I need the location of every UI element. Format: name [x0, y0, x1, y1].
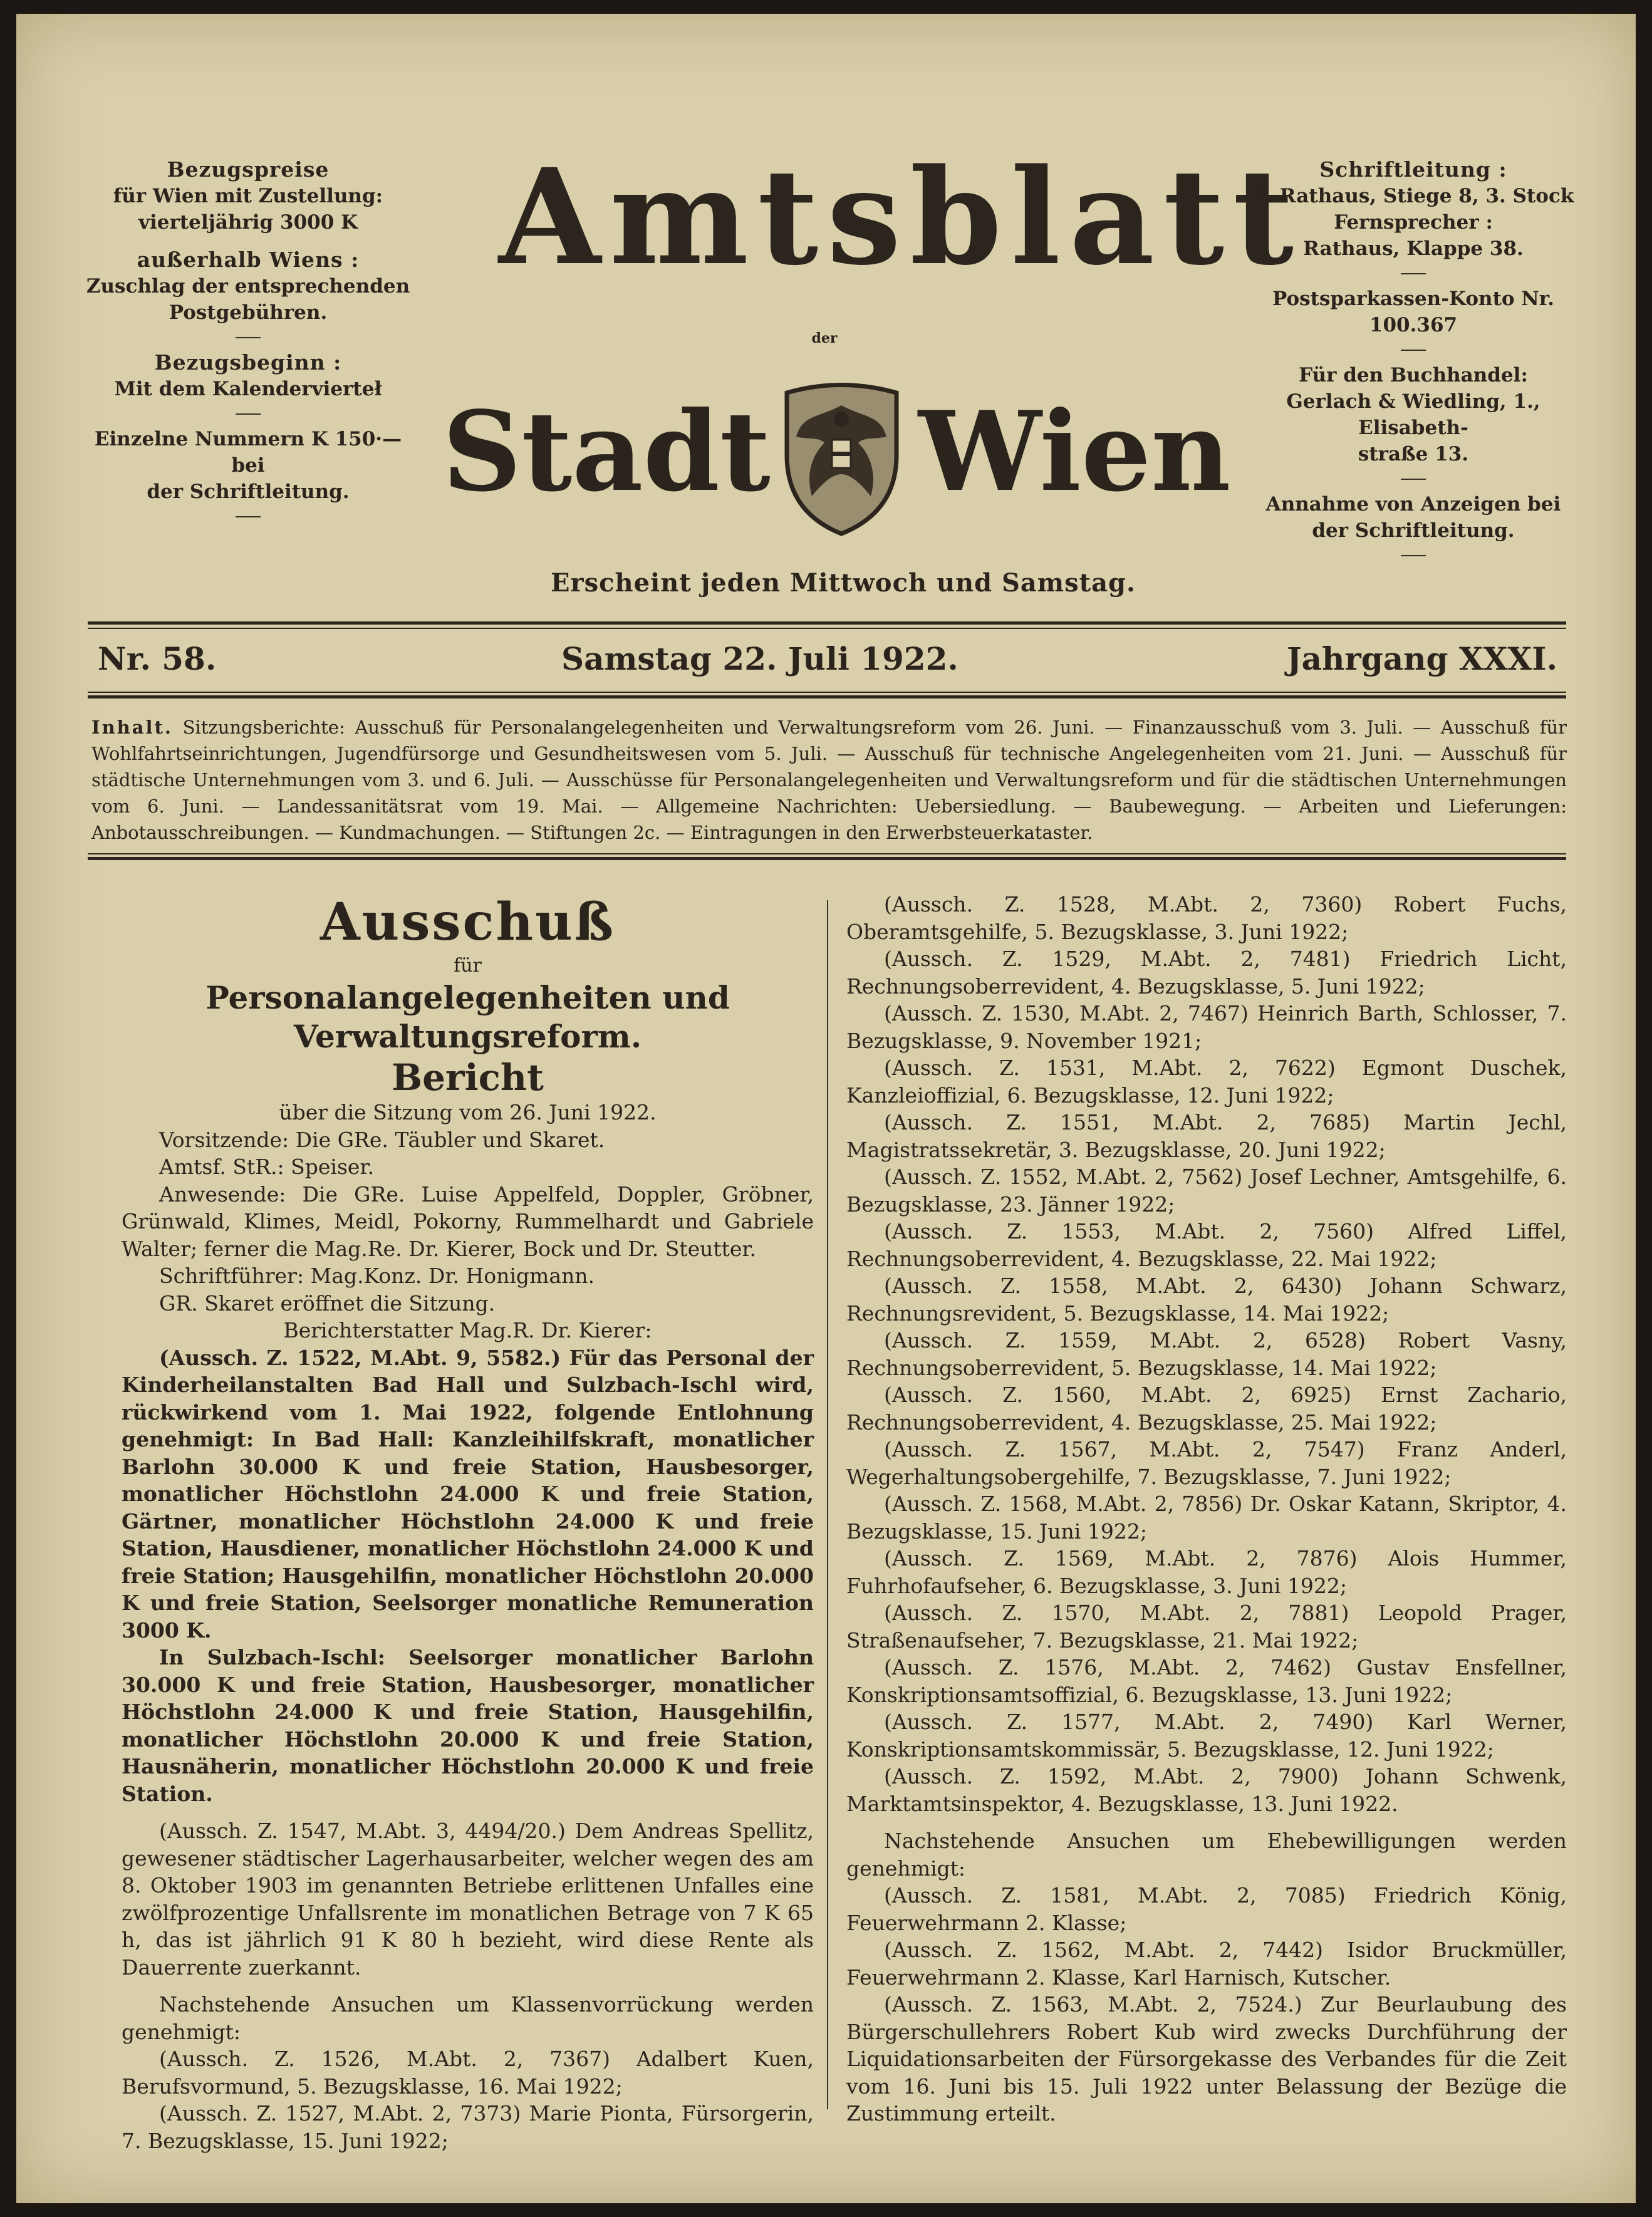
paragraph: Nachstehende Ansuchen um Ehebewilligungen werden genehmigt:: [846, 1829, 1567, 1881]
editorial-info: [1238, 157, 1589, 568]
chair: Vorsitzende: Die GRe. Täubler und Skaret.: [159, 1127, 605, 1152]
subscription-line: Mit dem Kalendervierteł: [114, 378, 382, 400]
short-divider: [1401, 555, 1426, 556]
issue-rule: [88, 695, 1566, 698]
header-rule: [88, 621, 1566, 625]
header-rule-thin: [88, 628, 1566, 629]
paragraph: (Aussch. Z. 1527, M.Abt. 2, 7373) Marie Pionta, Fürsorgerin, 7. Bezugsklasse, 15. Juni 1922;: [122, 2101, 814, 2153]
editorial-line: Annahme von Anzeigen bei: [1265, 493, 1561, 516]
list-item: (Aussch. Z. 1529, M.Abt. 2, 7481) Friedrich Licht, Rechnungsoberrevident, 4. Bezugsklasse, 5. Juni 1922;: [846, 947, 1567, 999]
editorial-line: Fernsprecher :: [1334, 211, 1493, 234]
toc-rule-thin: [88, 853, 1566, 854]
list-item: (Aussch. Z. 1551, M.Abt. 2, 7685) Martin Jechl, Magistratssekretär, 3. Bezugsklasse, 20. Juni 1922;: [846, 1110, 1567, 1162]
editorial-heading: Schriftleitung :: [1319, 157, 1507, 182]
editorial-line: Gerlach & Wiedling, 1., Elisabeth-: [1286, 390, 1540, 439]
list-item: (Aussch. Z. 1530, M.Abt. 2, 7467) Heinrich Barth, Schlosser, 7. Bezugsklasse, 9. November 1921;: [846, 1001, 1567, 1053]
column-divider: [827, 900, 828, 2109]
toc-text: Sitzungsberichte: Ausschuß für Personalangelegenheiten und Verwaltungsreform vom 26. Juni. — Finanzausschuß vom 3. Juli. — Ausschuß für Wohlfahrtseinrichtungen, Jugendfürsorge und Gesundheitswesen vom 5. Juli. — Ausschuß für technische Angelegenheiten vom 21. Juni. — Ausschuß für städtische Unternehmungen vom 3. und 6. Juli. — Ausschüsse für Personalangelegenheiten und Verwaltungsreform und für die städtischen Unternehmungen vom 6. Juni. — Landessanitätsrat vom 19. Mai. — Allgemeine Nachrichten: Uebersiedlung. — Baubewegung. — Arbeiten und Lieferungen: Anbotausschreibungen. — Kundmachungen. — Stiftungen 2c. — Eintragungen in den Erwerbsteuerkataster.: [91, 717, 1567, 843]
list-item: (Aussch. Z. 1559, M.Abt. 2, 6528) Robert Vasny, Rechnungsoberrevident, 5. Bezugsklasse, 14. Mai 1922;: [846, 1328, 1567, 1380]
subscription-info: [79, 157, 417, 529]
subscription-line: Zuschlag der entsprechenden: [86, 275, 410, 298]
spacer: [846, 1817, 1567, 1827]
postal-account: Postsparkassen-Konto Nr. 100.367: [1272, 288, 1554, 336]
editorial-line: straße 13.: [1358, 443, 1469, 465]
issue-number: Nr. 58.: [98, 640, 217, 677]
report-heading: Bericht: [392, 1056, 544, 1099]
attendees: Anwesende: Die GRe. Luise Appelfeld, Doppler, Gröbner, Grünwald, Klimes, Meidl, Pokorny, Rummelhardt und Gabriele Walter; ferner die Mag.Re. Dr. Kierer, Bock und Dr. Steutter.: [122, 1181, 814, 1261]
editorial-line: der Schriftleitung.: [1312, 519, 1515, 542]
session-date: über die Sitzung vom 26. Juni 1922.: [279, 1100, 657, 1124]
spacer: [122, 1807, 814, 1817]
issue-date: Samstag 22. Juli 1922.: [561, 640, 958, 677]
subscription-line: der Schriftleitung.: [147, 480, 350, 503]
editorial-line: Rathaus, Klappe 38.: [1303, 237, 1524, 260]
left-column: [122, 891, 814, 2154]
recorder: Schriftführer: Mag.Konz. Dr. Honigmann.: [159, 1264, 595, 1288]
list-item: (Aussch. Z. 1581, M.Abt. 2, 7085) Friedrich König, Feuerwehrmann 2. Klasse;: [846, 1883, 1567, 1935]
outside-vienna-heading: außerhalb Wiens :: [137, 247, 360, 272]
publication-schedule: Erscheint jeden Mittwoch und Samstag.: [551, 568, 1136, 598]
list-item: (Aussch. Z. 1562, M.Abt. 2, 7442) Isidor Bruckmüller, Feuerwehrmann 2. Klasse, Karl Harnisch, Kutscher.: [846, 1938, 1567, 1990]
list-item: (Aussch. Z. 1568, M.Abt. 2, 7856) Dr. Oskar Katann, Skriptor, 4. Bezugsklasse, 15. Juni 1922;: [846, 1492, 1567, 1544]
list-item: (Aussch. Z. 1552, M.Abt. 2, 7562) Josef Lechner, Amtsgehilfe, 6. Bezugsklasse, 23. Jänner 1922;: [846, 1165, 1567, 1217]
paragraph: Nachstehende Ansuchen um Klassenvorrückung werden genehmigt:: [122, 1992, 814, 2044]
opening: GR. Skaret eröffnet die Sitzung.: [159, 1290, 496, 1316]
paragraph: (Aussch. Z. 1522, M.Abt. 9, 5582.) Für das Personal der Kinderheilanstalten Bad Hall und Sulzbach-Ischl wird, rückwirkend vom 1. Mai 1922, folgende Entlohnung genehmigt: In Bad Hall: Kanzleihilfskraft, monatlicher Barlohn 30.000 K und freie Station, Hausbesorger, monatlicher Höchstlohn 24.000 K und freie Station, Gärtner, monatlicher Höchstlohn 24.000 K und freie Station, Hausdiener, monatlicher Höchstlohn 24.000 K und freie Station; Hausgehilfin, monatlicher Höchstlohn 20.000 K und freie Station, Seelsorger monatliche Remuneration 3000 K.: [122, 1345, 814, 1643]
list-item: (Aussch. Z. 1576, M.Abt. 2, 7462) Gustav Ensfellner, Konskriptionsamtsoffizial, 6. Bezugsklasse, 13. Juni 1922;: [846, 1655, 1567, 1707]
table-of-contents: [91, 714, 1567, 846]
toc-label: Inhalt.: [91, 717, 174, 738]
short-divider: [236, 413, 261, 415]
short-divider: [1401, 479, 1426, 480]
subscription-heading: Bezugspreise: [167, 157, 330, 182]
list-item: (Aussch. Z. 1558, M.Abt. 2, 6430) Johann Schwarz, Rechnungsrevident, 5. Bezugsklasse, 14. Mai 1922;: [846, 1274, 1567, 1326]
issue-line: [98, 640, 1557, 678]
subscription-line: Postgebühren.: [169, 301, 328, 324]
issue-rule-thin: [88, 692, 1566, 693]
issue-volume: Jahrgang XXXI.: [1286, 640, 1557, 677]
list-item: (Aussch. Z. 1569, M.Abt. 2, 7876) Alois Hummer, Fuhrhofaufseher, 6. Bezugsklasse, 3. Juni 1922;: [846, 1546, 1567, 1598]
subscription-line: für Wien mit Zustellung:: [113, 185, 383, 207]
paragraph: (Aussch. Z. 1563, M.Abt. 2, 7524.) Zur Beurlaubung des Bürgerschullehrers Robert Kub wird zwecks Durchführung der Liquidationsarbeiten der Fürsorgekasse des Verbandes für die Zeit vom 16. Juni bis 15. Juli 1922 unter Belassung der Bezüge die Zustimmung erteilt.: [846, 1992, 1567, 2126]
section-heading: Ausschuß: [319, 892, 616, 952]
list-item: (Aussch. Z. 1592, M.Abt. 2, 7900) Johann Schwenk, Marktamtsinspektor, 4. Bezugsklasse, 13. Juni 1922.: [846, 1764, 1567, 1816]
list-item: (Aussch. Z. 1531, M.Abt. 2, 7622) Egmont Duschek, Kanzleioffizial, 6. Bezugsklasse, 12. Juni 1922;: [846, 1056, 1567, 1108]
list-item: (Aussch. Z. 1577, M.Abt. 2, 7490) Karl Werner, Konskriptionsamtskommissär, 5. Bezugsklasse, 12. Juni 1922;: [846, 1710, 1567, 1762]
subscription-line: Einzelne Nummern K 150·— bei: [94, 428, 402, 477]
paragraph: (Aussch. Z. 1526, M.Abt. 2, 7367) Adalbert Kuen, Berufsvormund, 5. Bezugsklasse, 16. Mai 1922;: [122, 2047, 814, 2099]
list-item: (Aussch. Z. 1553, M.Abt. 2, 7560) Alfred Liffel, Rechnungsoberrevident, 4. Bezugsklasse, 22. Mai 1922;: [846, 1219, 1567, 1271]
newspaper-page: [16, 14, 1636, 2203]
editorial-line: Für den Buchhandel:: [1299, 364, 1528, 387]
rapporteur: Berichterstatter Mag.R. Dr. Kierer:: [283, 1318, 652, 1342]
subscription-start-heading: Bezugsbeginn :: [154, 350, 342, 375]
editorial-line: 1. Rathaus, Stiege 8, 3. Stock: [1252, 185, 1574, 207]
masthead-der: der: [811, 330, 838, 346]
paragraph: (Aussch. Z. 1547, M.Abt. 3, 4494/20.) Dem Andreas Spellitz, gewesener städtischer Lagerhausarbeiter, welcher wegen des am 8. Oktober 1903 im genannten Betriebe erlittenen Unfalles eine zwölfprozentige Unfallsrente im monatlichen Betrage von 7 K 65 h, das ist jährlich 91 K 80 h bezieht, wird diese Rente als Dauerrente zuerkannt.: [122, 1819, 814, 1980]
short-divider: [236, 516, 261, 517]
list-item: (Aussch. Z. 1528, M.Abt. 2, 7360) Robert Fuchs, Oberamtsgehilfe, 5. Bezugsklasse, 3. Juni 1922;: [846, 892, 1567, 944]
list-item: (Aussch. Z. 1560, M.Abt. 2, 6925) Ernst Zachario, Rechnungsoberrevident, 4. Bezugsklasse, 25. Mai 1922;: [846, 1383, 1567, 1435]
masthead-wien: Wien: [918, 388, 1231, 516]
vienna-coat-of-arms-icon: [774, 380, 909, 537]
paragraph: In Sulzbach-Ischl: Seelsorger monatlicher Barlohn 30.000 K und freie Station, Hausbesorger, monatlicher Höchstlohn 24.000 K und freie Station, Hausgehilfin, monatlicher Höchstlohn 20.000 K und freie Station, Hausnäherin, monatlicher Höchstlohn 20.000 K und freie Station.: [122, 1645, 814, 1806]
toc-rule: [88, 857, 1566, 860]
section-fuer: für: [454, 955, 482, 977]
right-column: [846, 891, 1567, 2127]
spacer: [122, 1981, 814, 1991]
official: Amtsf. StR.: Speiser.: [159, 1155, 375, 1179]
list-item: (Aussch. Z. 1570, M.Abt. 2, 7881) Leopold Prager, Straßenaufseher, 7. Bezugsklasse, 21. Mai 1922;: [846, 1601, 1567, 1653]
masthead-title: Amtsblatt: [499, 140, 1303, 294]
list-item: (Aussch. Z. 1567, M.Abt. 2, 7547) Franz Anderl, Wegerhaltungsobergehilfe, 7. Bezugsklasse, 7. Juni 1922;: [846, 1437, 1567, 1489]
short-divider: [1401, 350, 1426, 351]
section-subheading: Personalangelegenheiten und Verwaltungsreform.: [205, 979, 730, 1055]
masthead-stadt: Stadt: [442, 388, 771, 516]
short-divider: [1401, 273, 1426, 274]
short-divider: [236, 337, 261, 338]
subscription-line: vierteljährig 3000 K: [138, 211, 358, 234]
